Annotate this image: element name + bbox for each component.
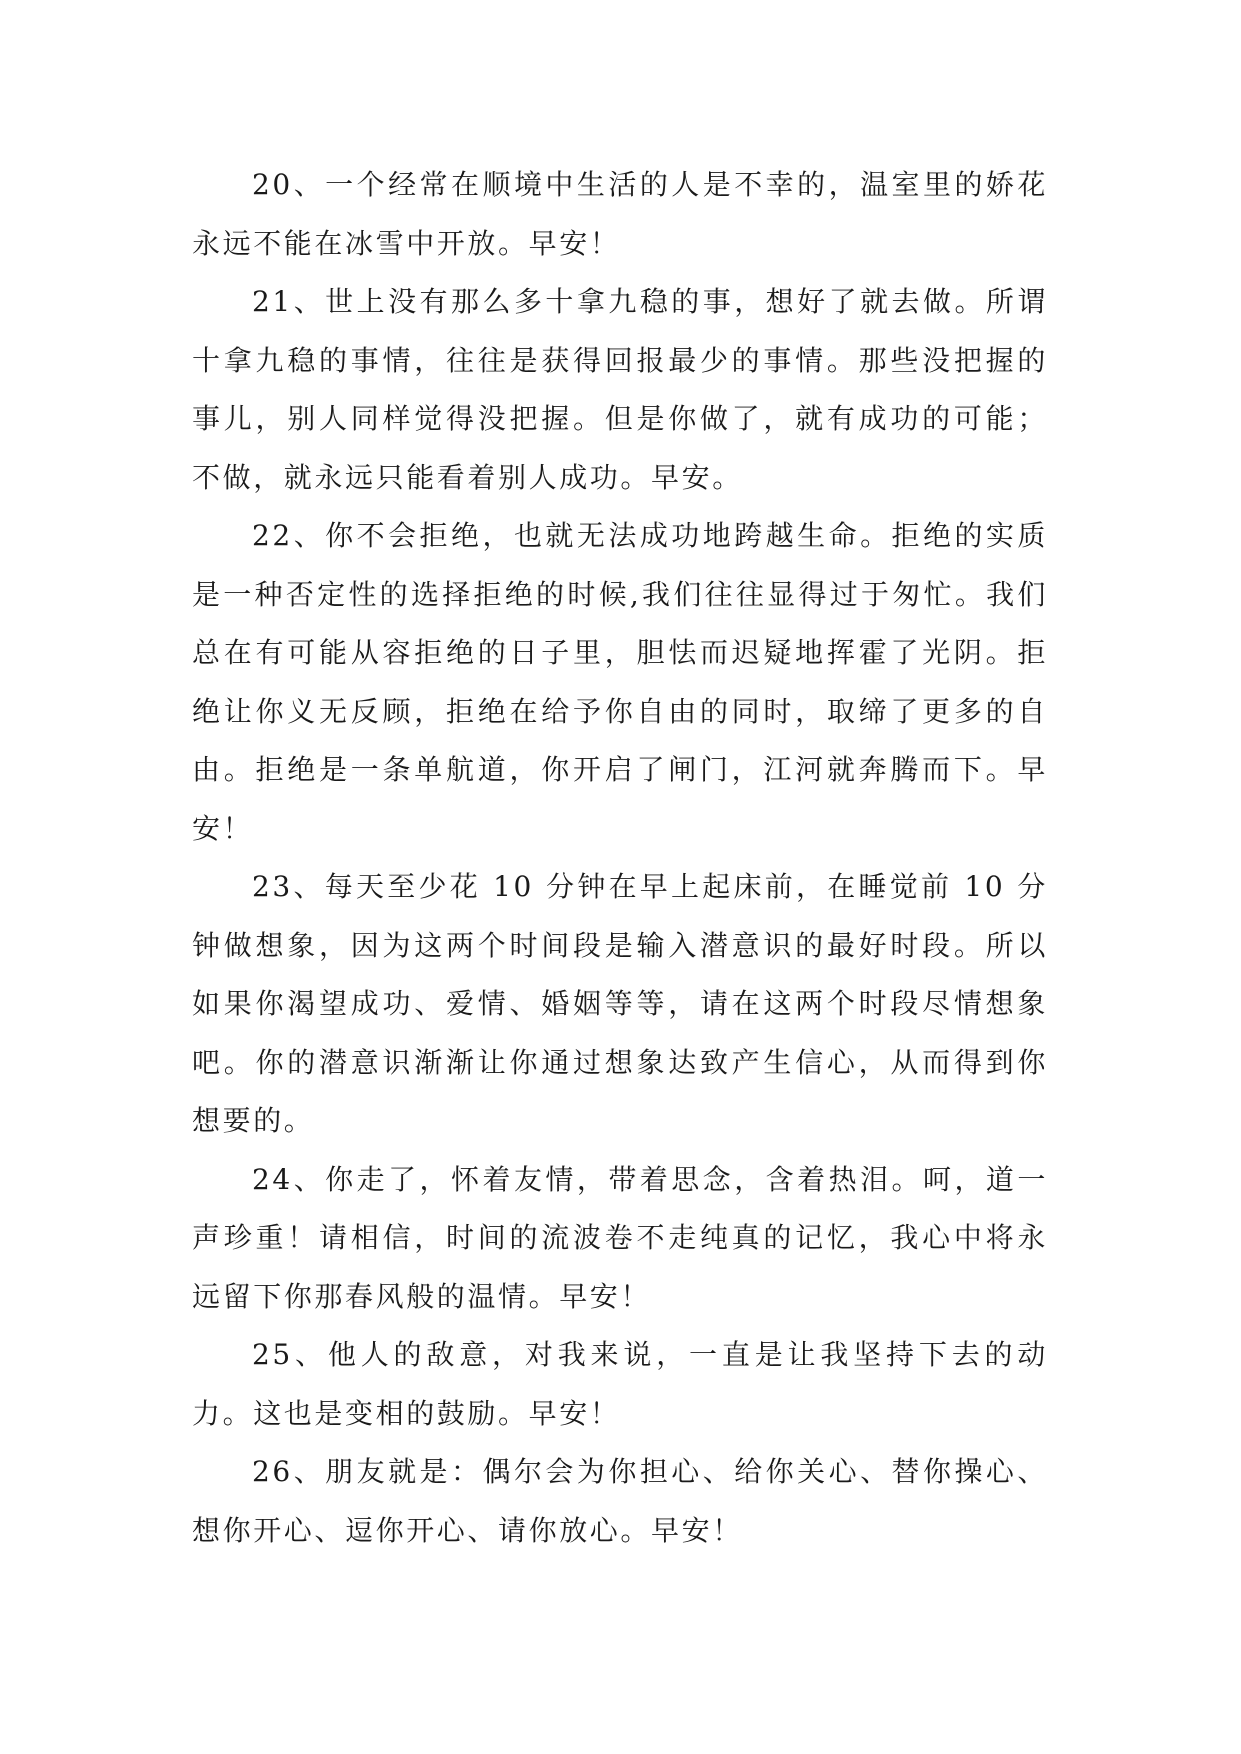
paragraph-25: 25、他人的敌意，对我来说，一直是让我坚持下去的动力。这也是变相的鼓励。早安！ [192, 1338, 1048, 1430]
paragraph-24: 24、你走了，怀着友情，带着思念，含着热泪。呵，道一声珍重！请相信，时间的流波卷不走纯真的记忆，我心中将永远留下你那春风般的温情。早安！ [192, 1162, 1048, 1313]
paragraph-22: 22、你不会拒绝，也就无法成功地跨越生命。拒绝的实质是一种否定性的选择拒绝的时候,我们往往显得过于匆忙。我们总在有可能从容拒绝的日子里，胆怯而迟疑地挥霍了光阴。拒绝让你义无反顾，拒绝在给予你自由的同时，取缔了更多的自由。拒绝是一条单航道，你开启了闸门，江河就奔腾而下。早安！ [192, 519, 1048, 845]
paragraph-23: 23、每天至少花 10 分钟在早上起床前，在睡觉前 10 分钟做想象，因为这两个时间段是输入潜意识的最好时段。所以如果你渴望成功、爱情、婚姻等等，请在这两个时段尽情想象吧。你的潜意识渐渐让你通过想象达致产生信心，从而得到你想要的。 [192, 870, 1048, 1137]
paragraph-20: 20、一个经常在顺境中生活的人是不幸的，温室里的娇花永远不能在冰雪中开放。早安！ [192, 168, 1048, 260]
paragraph-21: 21、世上没有那么多十拿九稳的事，想好了就去做。所谓十拿九稳的事情，往往是获得回报最少的事情。那些没把握的事儿，别人同样觉得没把握。但是你做了，就有成功的可能；不做，就永远只能看着别人成功。早安。 [192, 285, 1048, 494]
document-body [192, 156, 1048, 1560]
paragraph-26: 26、朋友就是：偶尔会为你担心、给你关心、替你操心、想你开心、逗你开心、请你放心。早安！ [192, 1455, 1048, 1547]
